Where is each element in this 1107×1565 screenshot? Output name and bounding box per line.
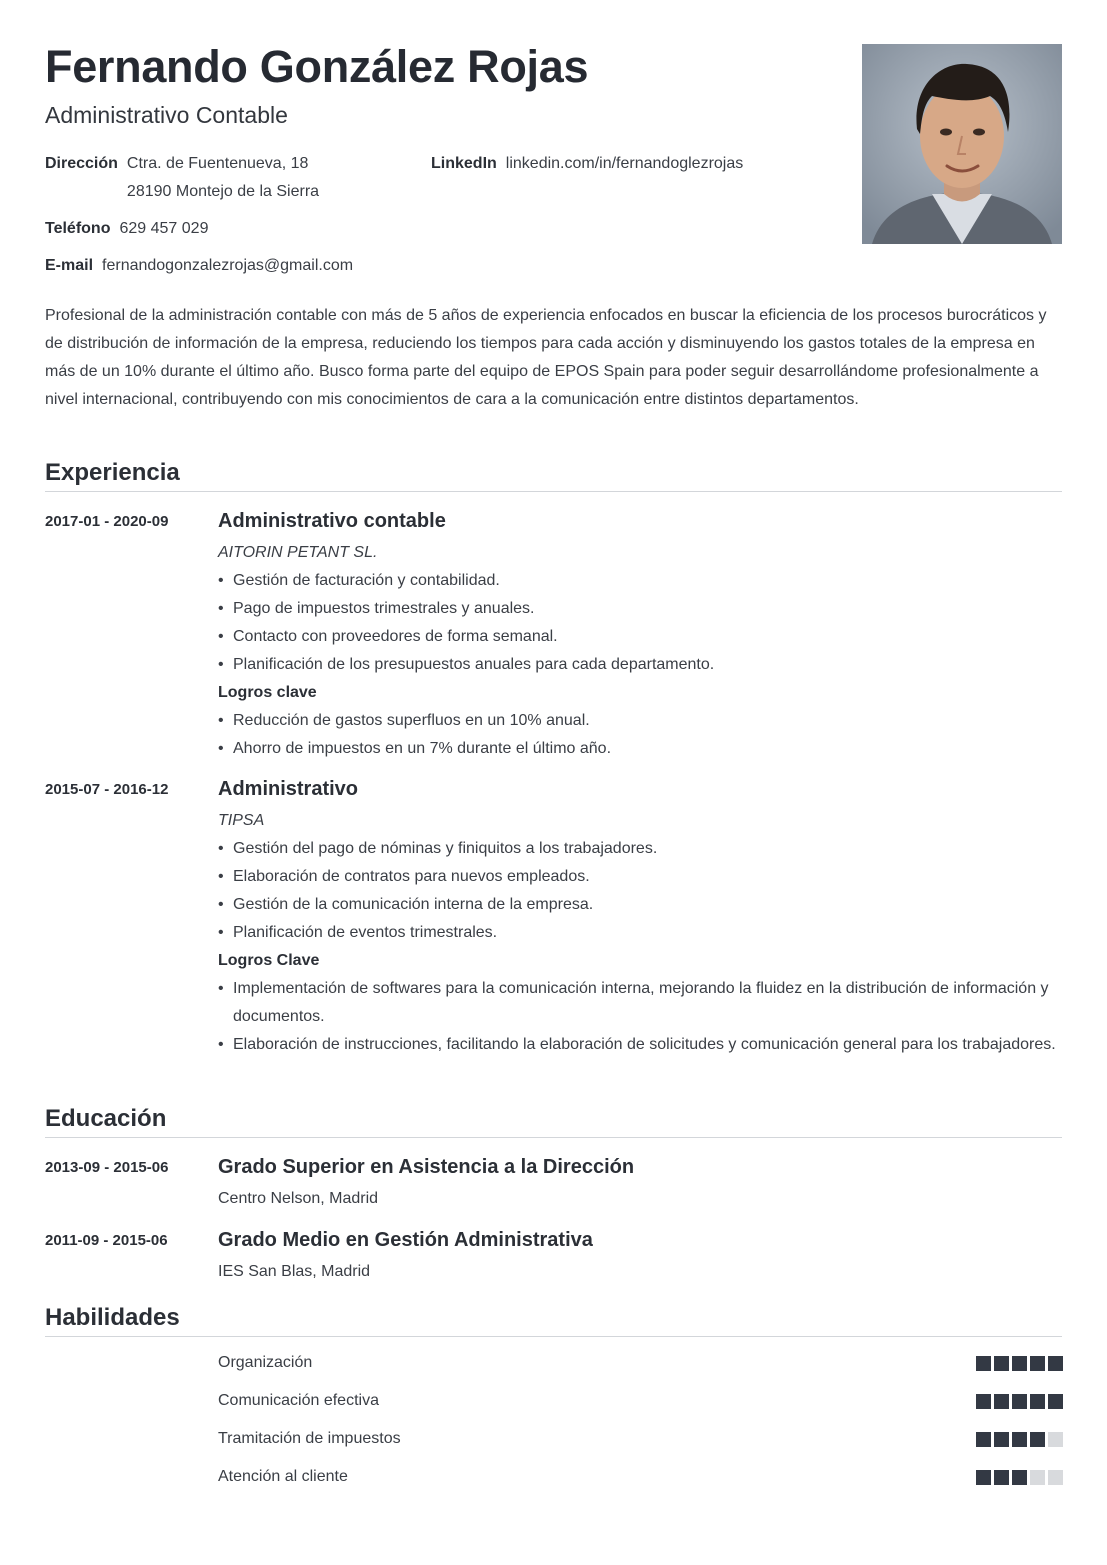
task-list xyxy=(218,567,1063,679)
skill-level-filled-square xyxy=(1048,1356,1063,1371)
skill-level-empty-square xyxy=(1048,1470,1063,1485)
skill-level-filled-square xyxy=(976,1356,991,1371)
list-item: • Gestión de la comunicación interna de la empresa. xyxy=(218,891,1063,919)
skill-level-filled-square xyxy=(994,1470,1009,1485)
skill-level-filled-square xyxy=(976,1394,991,1409)
skill-name: Tramitación de impuestos xyxy=(218,1430,401,1447)
achievements-label: Logros Clave xyxy=(218,952,320,969)
skill-level-meter xyxy=(976,1356,1063,1371)
section-title-skills: Habilidades xyxy=(45,1304,180,1331)
education-school: Centro Nelson, Madrid xyxy=(218,1190,379,1207)
education-degree: Grado Medio en Gestión Administrativa xyxy=(218,1229,593,1251)
list-item: • Ahorro de impuestos en un 7% durante el último año. xyxy=(218,735,1063,763)
contact-linkedin xyxy=(431,150,743,178)
experience-company: TIPSA xyxy=(218,812,265,829)
address-label: Dirección xyxy=(45,155,118,172)
skill-level-filled-square xyxy=(994,1394,1009,1409)
contact-email xyxy=(45,252,353,280)
profile-summary: Profesional de la administración contable con más de 5 años de experiencia enfocados en buscar la eficiencia de los procesos burocráticos y de distribución de información de la empresa, reduciendo los tiempos para cada acción y disminuyendo los gastos totales de la empresa en más de un 10% durante el último año. Busco forma parte del equipo de EPOS Spain para poder seguir desarrollándome profesionalmente a nivel internacional, contribuyendo con mis conocimientos de cara a la comunicación entre distintos departamentos. xyxy=(45,307,1047,408)
skill-level-empty-square xyxy=(1048,1432,1063,1447)
phone-value: 629 457 029 xyxy=(119,220,209,237)
skill-row xyxy=(218,1427,1063,1451)
experience-role: Administrativo xyxy=(218,778,359,800)
task-list xyxy=(218,835,1063,947)
skill-level-filled-square xyxy=(1012,1470,1027,1485)
candidate-job-title: Administrativo Contable xyxy=(45,102,288,128)
phone-label: Teléfono xyxy=(45,220,111,237)
list-item: • Elaboración de instrucciones, facilitando la elaboración de solicitudes y comunicación general para los trabajadores. xyxy=(218,1031,1063,1059)
skill-level-meter xyxy=(976,1470,1063,1485)
education-dates: 2013-09 - 2015-06 xyxy=(45,1159,169,1176)
section-divider xyxy=(45,491,1062,492)
address-line-1: Ctra. de Fuentenueva, 18 xyxy=(126,155,309,172)
list-item: • Elaboración de contratos para nuevos empleados. xyxy=(218,863,1063,891)
education-dates: 2011-09 - 2015-06 xyxy=(45,1232,168,1249)
skill-level-filled-square xyxy=(994,1432,1009,1447)
skill-level-empty-square xyxy=(1030,1470,1045,1485)
skill-level-filled-square xyxy=(1012,1356,1027,1371)
email-label: E-mail xyxy=(45,257,94,274)
skill-name: Organización xyxy=(218,1354,313,1371)
skill-level-filled-square xyxy=(1012,1432,1027,1447)
experience-entry xyxy=(218,507,1063,763)
skill-name: Atención al cliente xyxy=(218,1468,348,1485)
experience-role: Administrativo contable xyxy=(218,510,446,532)
skill-level-filled-square xyxy=(976,1432,991,1447)
skill-level-meter xyxy=(976,1394,1063,1409)
experience-company: AITORIN PETANT SL. xyxy=(218,544,378,561)
email-link[interactable]: fernandogonzalezrojas@gmail.com xyxy=(102,257,354,274)
skill-row xyxy=(218,1351,1063,1375)
education-entry xyxy=(218,1153,1063,1213)
experience-dates: 2015-07 - 2016-12 xyxy=(45,781,169,798)
skill-level-filled-square xyxy=(1030,1356,1045,1371)
experience-dates: 2017-01 - 2020-09 xyxy=(45,513,169,530)
list-item: • Planificación de los presupuestos anuales para cada departamento. xyxy=(218,651,1063,679)
skill-level-filled-square xyxy=(1030,1432,1045,1447)
education-degree: Grado Superior en Asistencia a la Dirección xyxy=(218,1156,635,1178)
skill-level-filled-square xyxy=(994,1356,1009,1371)
section-title-experience: Experiencia xyxy=(45,459,180,486)
list-item: • Gestión de facturación y contabilidad. xyxy=(218,567,1063,595)
list-item: • Pago de impuestos trimestrales y anuales. xyxy=(218,595,1063,623)
achievements-label: Logros clave xyxy=(218,684,317,701)
portrait-image xyxy=(862,44,1062,244)
education-school: IES San Blas, Madrid xyxy=(218,1263,371,1280)
achievement-list xyxy=(218,707,1063,763)
section-title-education: Educación xyxy=(45,1105,167,1132)
list-item: • Gestión del pago de nóminas y finiquitos a los trabajadores. xyxy=(218,835,1063,863)
skill-level-filled-square xyxy=(1012,1394,1027,1409)
list-item: • Contacto con proveedores de forma semanal. xyxy=(218,623,1063,651)
skill-row xyxy=(218,1465,1063,1489)
skill-level-filled-square xyxy=(1048,1394,1063,1409)
skill-name: Comunicación efectiva xyxy=(218,1392,379,1409)
skill-level-meter xyxy=(976,1432,1063,1447)
achievement-list xyxy=(218,975,1063,1059)
list-item: • Implementación de softwares para la comunicación interna, mejorando la fluidez en la distribución de información y documentos. xyxy=(218,975,1063,1031)
contact-address xyxy=(45,150,319,206)
profile-photo xyxy=(862,44,1062,244)
linkedin-link[interactable]: linkedin.com/in/fernandoglezrojas xyxy=(505,155,744,172)
candidate-name: Fernando González Rojas xyxy=(45,41,589,92)
skill-level-filled-square xyxy=(976,1470,991,1485)
list-item: • Planificación de eventos trimestrales. xyxy=(218,919,1063,947)
linkedin-label: LinkedIn xyxy=(431,155,497,172)
education-entry xyxy=(218,1226,1063,1286)
section-divider xyxy=(45,1137,1062,1138)
section-divider xyxy=(45,1336,1062,1337)
experience-entry xyxy=(218,775,1063,1059)
skill-level-filled-square xyxy=(1030,1394,1045,1409)
address-line-2: 28190 Montejo de la Sierra xyxy=(126,183,320,200)
list-item: • Reducción de gastos superfluos en un 10% anual. xyxy=(218,707,1063,735)
contact-phone xyxy=(45,215,208,243)
skill-row xyxy=(218,1389,1063,1413)
